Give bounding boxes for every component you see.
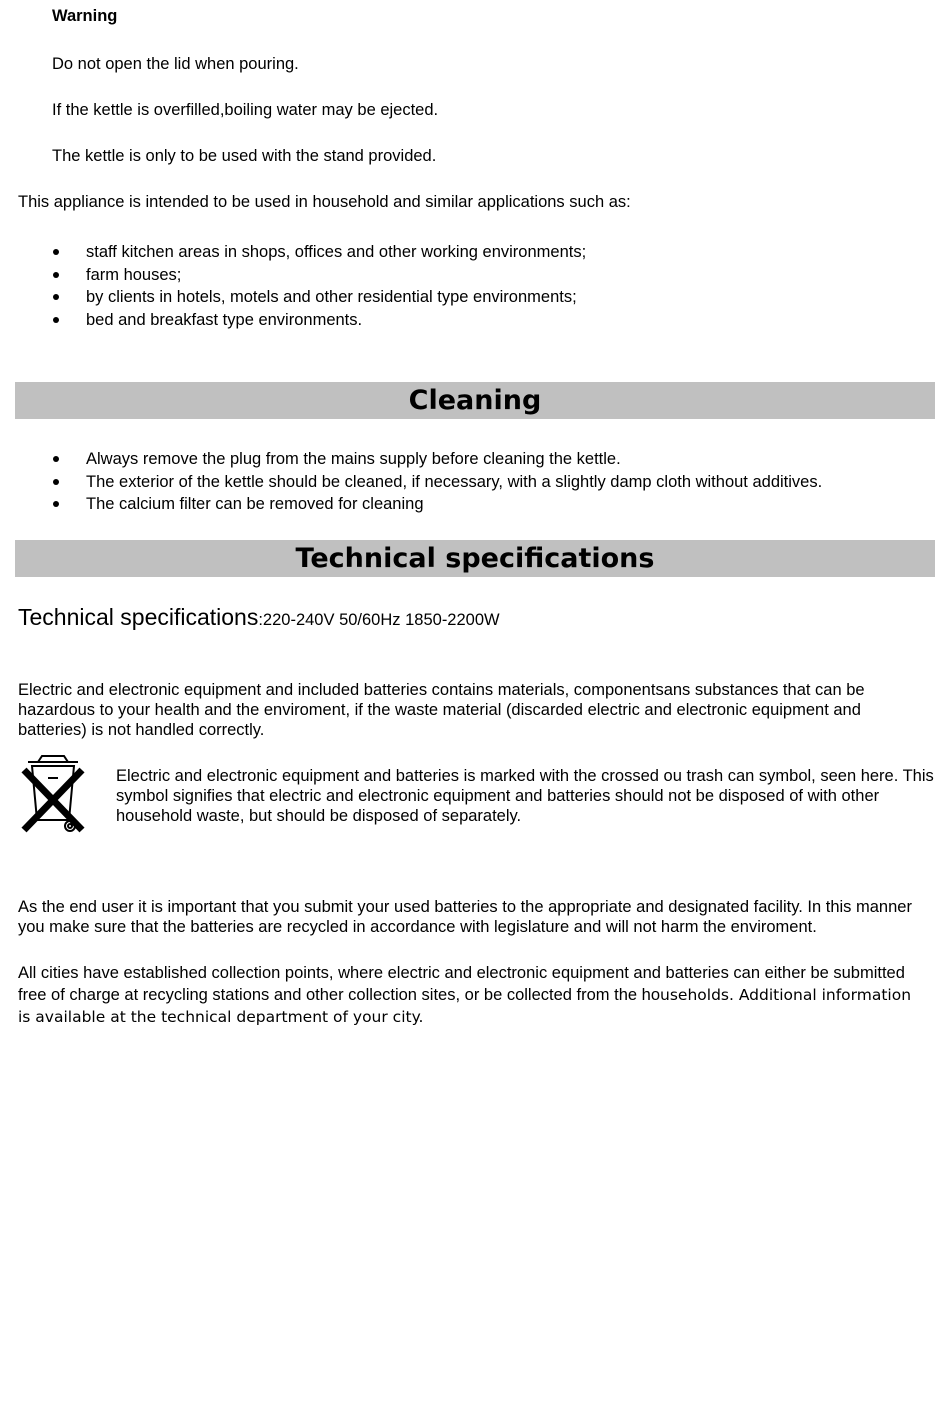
list-item [0, 264, 586, 287]
bullet-icon [53, 294, 59, 300]
warning-line-lid: Do not open the lid when pouring. [52, 55, 299, 73]
bullet-icon [53, 317, 59, 323]
collection-text-part1: All cities have established collection points, where electric and electronic equipment and batteries can either be submitted free of charge at recycling stations and other collection sites, or be collected from the ho [18, 964, 905, 1004]
warning-line-overfill: If the kettle is overfilled,boiling water may be ejected. [52, 101, 439, 119]
technical-heading: Technical specifications [15, 540, 935, 577]
crossed-out-wheelie-bin-icon [18, 750, 88, 836]
list-item [0, 286, 586, 309]
list-item [0, 493, 822, 516]
disposal-paragraph-hazard: Electric and electronic equipment and included batteries contains materials, componentsans substances that can be hazardous to your health and the enviroment, if the waste material (discarded electric and electronic equipment and batteries) is not handled correctly. [18, 681, 865, 739]
weee-symbol-text: Electric and electronic equipment and batteries is marked with the crossed ou trash can symbol, seen here. This symbol signifies that electric and electronic equipment and batteries should not be disposed of with other household waste, but should be disposed of separately. [116, 767, 934, 825]
list-item-text: staff kitchen areas in shops, offices and other working environments; [86, 243, 587, 261]
warning-line-stand: The kettle is only to be used with the stand provided. [52, 147, 437, 165]
weee-symbol-block [18, 750, 938, 840]
bullet-icon [53, 479, 59, 485]
bullet-icon [53, 249, 59, 255]
list-item [0, 309, 586, 332]
bullet-icon [53, 456, 59, 462]
list-item-text: The exterior of the kettle should be cleaned, if necessary, with a slightly damp cloth without additives. [86, 472, 823, 491]
list-item [0, 471, 822, 494]
disposal-paragraph-end-user: As the end user it is important that you submit your used batteries to the appropriate and designated facility. In this manner you make sure that the batteries are recycled in accordance with legislature and will not harm the enviroment. [18, 898, 912, 936]
list-item [0, 241, 586, 264]
spec-value: :220-240V 50/60Hz 1850-2200W [258, 611, 500, 629]
bullet-icon [53, 501, 59, 507]
bullet-icon [53, 272, 59, 278]
usage-intro: This appliance is intended to be used in household and similar applications such as: [18, 193, 631, 211]
list-item-text: farm houses; [86, 265, 182, 284]
cleaning-heading: Cleaning [15, 382, 935, 419]
collection-text-part2: useholds. Additional information is available at the technical department of your city. [18, 986, 912, 1026]
list-item-text: by clients in hotels, motels and other residential type environments; [86, 288, 577, 306]
warning-title: Warning [52, 7, 118, 25]
list-item-text: Always remove the plug from the mains supply before cleaning the kettle. [86, 450, 621, 468]
spec-label: Technical specifications [18, 604, 259, 630]
disposal-paragraph-collection [18, 962, 928, 1028]
cleaning-list [0, 448, 822, 516]
technical-spec-line [18, 604, 500, 631]
list-item [0, 448, 822, 471]
list-item-text: bed and breakfast type environments. [86, 310, 363, 329]
applications-list [0, 241, 586, 331]
list-item-text: The calcium filter can be removed for cleaning [86, 495, 424, 513]
